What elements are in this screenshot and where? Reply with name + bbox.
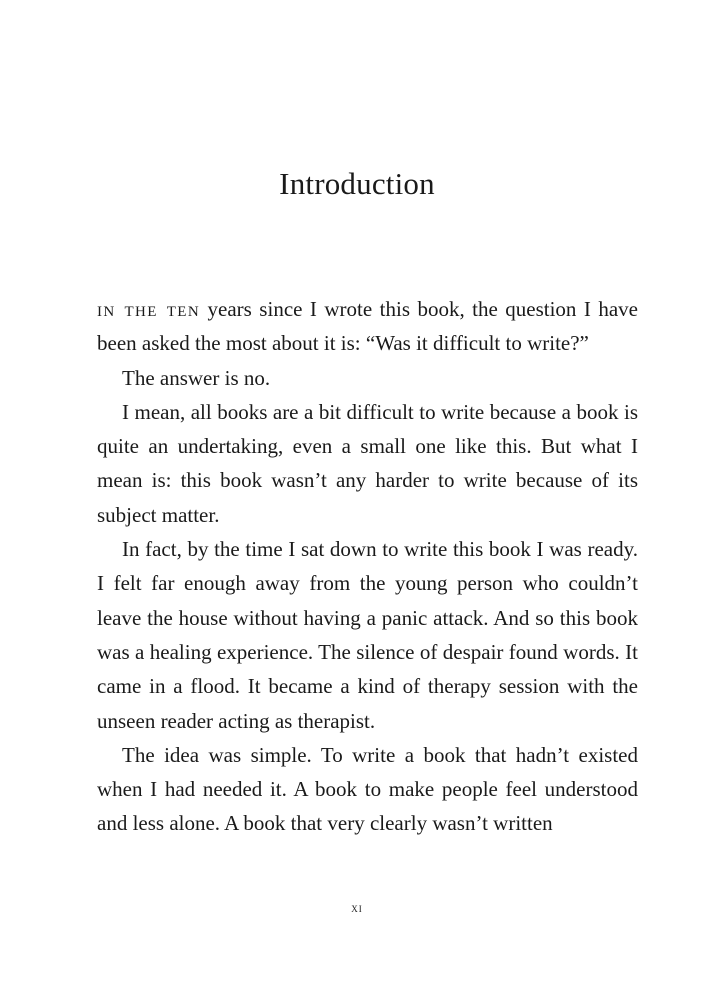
lead-in-smallcaps: in the ten	[97, 297, 201, 321]
body-text	[97, 292, 638, 841]
paragraph-1	[97, 292, 638, 361]
paragraph-1-text: years since I wrote this book, the question I have been asked the most about it is: “Was it difficult to write?”	[97, 297, 638, 356]
paragraph-2: The answer is no.	[122, 365, 271, 390]
chapter-title: Introduction	[279, 166, 435, 201]
page-number: xi	[351, 900, 363, 915]
paragraph-4: In fact, by the time I sat down to write this book I was ready. I felt far enough away from the young person who couldn’t leave the house without having a panic attack. And so this book was a healing experience. The silence of despair found words. It came in a flood. It became a kind of therapy session with the unseen reader acting as therapist.	[97, 537, 638, 733]
paragraph-3: I mean, all books are a bit difficult to write because a book is quite an undertaking, even a small one like this. But what I mean is: this book wasn’t any harder to write because of its subject matter.	[97, 399, 638, 527]
paragraph-5: The idea was simple. To write a book that hadn’t existed when I had needed it. A book to make people feel understood and less alone. A book that very clearly wasn’t written	[97, 742, 638, 836]
